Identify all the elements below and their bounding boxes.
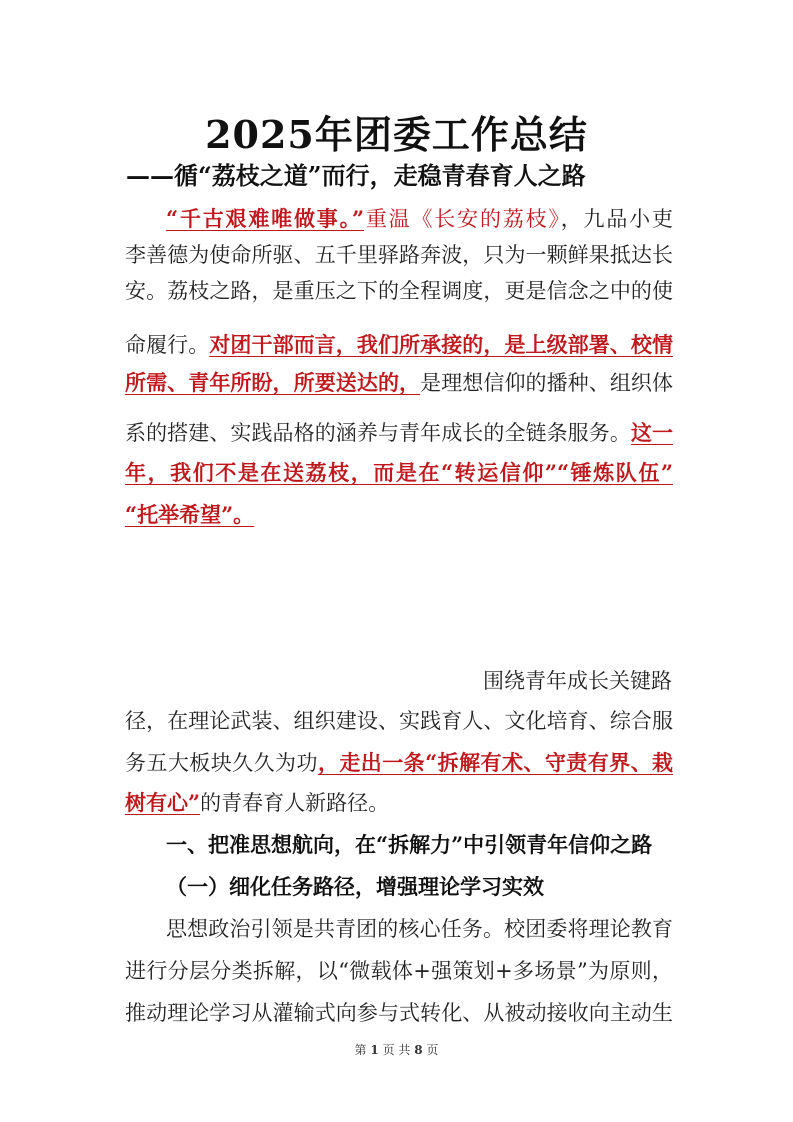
para2-line-4: 树有心”的青春育人新路径。 — [125, 790, 390, 815]
highlight-text: ，走出一条“拆解有术、守责有界、栽 — [317, 750, 674, 775]
highlight-text: 年，我们不是在送荔枝，而是在“转运信仰”“锤炼队伍” — [125, 460, 673, 485]
section-heading-1: 一、把准思想航向，在“拆解力”中引领青年信仰之路 — [166, 832, 653, 857]
highlight-text: 对团干部而言，我们所承接的，是上级部署、校情 — [209, 332, 674, 357]
section1-line-2: 进行分层分类拆解，以“微载体+强策划+多场景”为原则， — [125, 959, 673, 983]
intro-line-1: “千古艰难唯做事。”重温《长安的荔枝》，九品小吏 — [166, 206, 673, 231]
document-subtitle: ——循“荔枝之道”而行，走稳青春育人之路 — [126, 161, 586, 190]
document-title: 2025年团委工作总结 — [205, 112, 588, 157]
subsection-heading-1: （一）细化任务路径，增强理论学习实效 — [166, 874, 544, 899]
section1-line-1: 思想政治引领是共青团的核心任务。校团委将理论教育 — [166, 917, 673, 941]
total-page-count: 8 — [414, 1043, 423, 1057]
quote-highlight: “千古艰难唯做事。” — [166, 206, 365, 231]
highlight-text: “托举希望”。 — [125, 502, 255, 527]
para2-line-3: 务五大板块久久为功，走出一条“拆解有术、守责有界、栽 — [125, 750, 674, 775]
highlight-text: 树有心” — [125, 790, 201, 815]
intro-line-4: 命履行。对团干部而言，我们所承接的，是上级部署、校情 — [125, 332, 674, 357]
page-footer: 第 1 页 共 8 页 — [354, 1043, 439, 1057]
highlight-text: 所需、青年所盼，所要送达的， — [125, 370, 421, 395]
book-reference: 重温《长安的荔枝》 — [364, 207, 561, 231]
intro-line-2: 李善德为使命所驱、五千里驿路奔波，只为一颗鲜果抵达长 — [125, 243, 673, 267]
current-page-number: 1 — [370, 1043, 379, 1057]
highlight-text: 这一 — [630, 420, 674, 445]
intro-line-5: 所需、青年所盼，所要送达的，是理想信仰的播种、组织体 — [125, 370, 674, 395]
intro-line-3: 安。荔枝之路，是重压之下的全程调度，更是信念之中的使 — [125, 279, 673, 303]
intro-line-8 — [125, 500, 673, 530]
intro-line-7 — [125, 458, 673, 488]
section1-line-3: 推动理论学习从灌输式向参与式转化、从被动接收向主动生 — [125, 1001, 673, 1025]
intro-line-6: 系的搭建、实践品格的涵养与青年成长的全链条服务。这一 — [125, 420, 674, 445]
para2-line-1: 围绕青年成长关键路 — [483, 669, 672, 693]
para2-line-2: 径，在理论武装、组织建设、实践育人、文化培育、综合服 — [125, 709, 673, 733]
